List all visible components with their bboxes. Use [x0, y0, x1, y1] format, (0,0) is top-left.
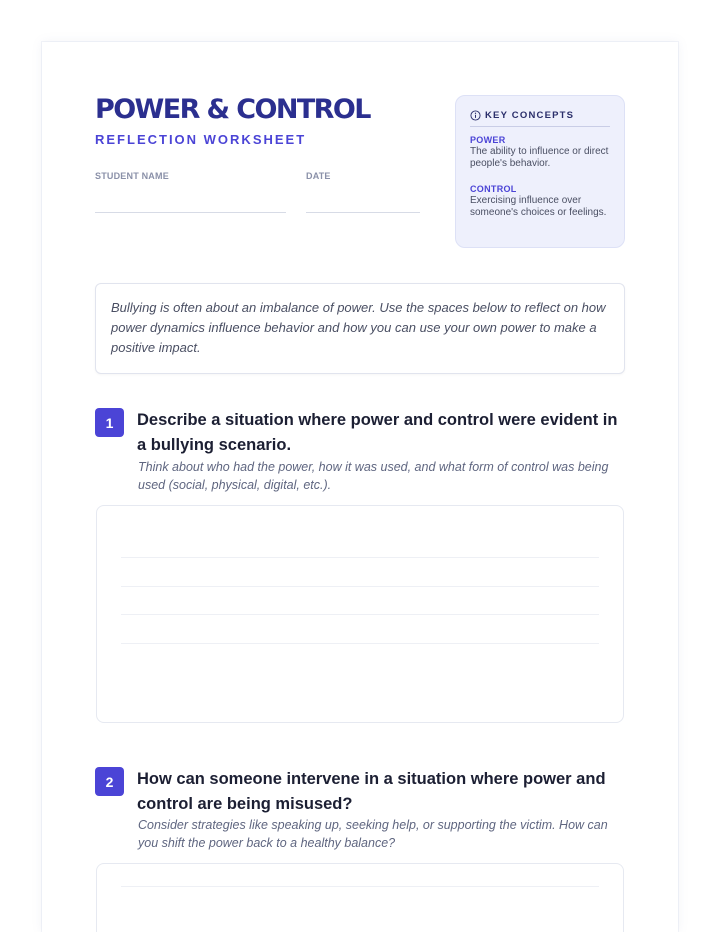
- question-number-badge: 2: [95, 767, 124, 796]
- question-title: How can someone intervene in a situation where power and control are being misused?: [137, 770, 606, 813]
- key-concepts-heading: KEY CONCEPTS: [485, 110, 575, 121]
- student-name-field[interactable]: [95, 212, 286, 213]
- worksheet-title: POWER & CONTROL: [95, 94, 370, 125]
- answer-box[interactable]: [96, 505, 624, 723]
- info-icon: [470, 110, 481, 121]
- question-hint: Consider strategies like speaking up, seeking help, or supporting the victim. How can you shift the power back to a healthy balance?: [138, 818, 608, 850]
- answer-rule-line: [121, 557, 599, 558]
- question-number-badge: 1: [95, 408, 124, 437]
- student-name-label: STUDENT NAME: [95, 171, 169, 181]
- concept-definition-power: The ability to influence or direct people's behavior.: [470, 146, 609, 169]
- question-title: Describe a situation where power and control were evident in a bullying scenario.: [137, 411, 618, 454]
- key-concepts-box: [455, 95, 625, 248]
- concept-term-power: POWER: [470, 135, 506, 145]
- date-field[interactable]: [306, 212, 420, 213]
- intro-text-box: Bullying is often about an imbalance of power. Use the spaces below to reflect on how power dynamics influence behavior and how you can use your own power to make a positive impact.: [95, 283, 625, 374]
- concept-definition-control: Exercising influence over someone's choices or feelings.: [470, 195, 607, 218]
- answer-rule-line: [121, 614, 599, 615]
- answer-box[interactable]: [96, 863, 624, 932]
- question-hint: Think about who had the power, how it was used, and what form of control was being used (social, physical, digital, etc.).: [138, 460, 609, 492]
- worksheet-subtitle: REFLECTION WORKSHEET: [95, 132, 307, 147]
- answer-rule-line: [121, 643, 599, 644]
- answer-rule-line: [121, 886, 599, 887]
- answer-rule-line: [121, 586, 599, 587]
- concept-term-control: CONTROL: [470, 184, 517, 194]
- key-concepts-header: [470, 110, 610, 127]
- date-label: DATE: [306, 171, 331, 181]
